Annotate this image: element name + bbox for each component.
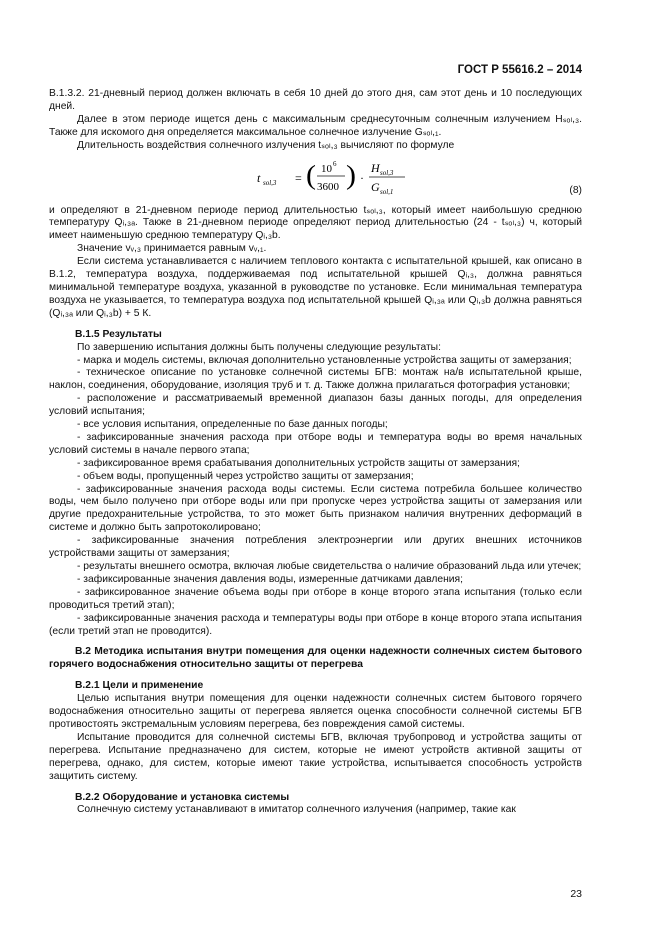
paragraph: Значение vᵥ,₃ принимается равным vᵥ,₁. [77,243,267,255]
paragraph: В.1.3.2. 21-дневный период должен включать в себя 10 дней до этого дня, сам этот день и 10 последующих дней. [49,88,582,112]
list-item: - объем воды, пропущенный через устройство защиты от замерзания; [77,470,414,482]
list-item: - зафиксированные значения расхода и температуры воды при отборе в конце второго этапа испытания (если третий этап не проводится). [49,612,582,637]
paragraph: и определяют в 21-дневном периоде период длительностью tₛₒₗ,₃, который имеет наибольшую среднюю температуру Qᵢ,₃ₐ. Также в 21-дневном периоде определяют период длительностью (24 - tₛₒₗ,₃) ч, который имеет наименьшую среднюю температуру Qᵢ,₃b. [49,204,582,242]
list-item: - марка и модель системы, включая дополнительно установленные устройства защиты от замерзания; [77,354,572,366]
paragraph: Длительность воздействия солнечного излучения tₛₒₗ,₃ вычисляют по формуле [77,139,455,151]
list-item: - зафиксированные значения давления воды, измеренные датчиками давления; [77,573,463,585]
results-list [49,355,582,639]
formula-8 [49,153,582,205]
formula-lhs: t [257,170,261,185]
paragraph: Испытание проводится для солнечной системы БГВ, включая трубопровод и устройства защиты от перегрева. Испытание предназначено для систем, которые не имеют устройств активной защиты от перегрева, однако, для систем, которые имеют такие устройства, испытывается способность устройств защитить систему. [49,731,582,782]
svg-text:=: = [295,170,302,185]
section-heading: В.2 Методика испытания внутри помещения для оценки надежности солнечных систем бытового горячего водоснабжения относительно защиты от перегрева [49,646,582,671]
page-number: 23 [570,888,582,900]
formula-frac-num: H [371,160,380,175]
formula-frac-den: G [371,179,380,194]
section-heading: В.2.2 Оборудование и установка системы [75,791,290,803]
paragraph: Далее в этом периоде ищется день с максимальным среднесуточным солнечным излучением Hₛₒₗ,₃. Также для искомого дня определяется максимальное солнечное излучение Gₛₒₗ,₁. [49,113,582,138]
paragraph: Целью испытания внутри помещения для оценки надежности солнечных систем бытового горячего водоснабжения относительно защиты от перегрева является оценка способности солнечной системы БГВ противостоять экстремальным условиям перегрева, без повреждения самой системы. [49,693,582,730]
list-item: - зафиксированные значения расхода воды системы. Если система потребила большее количество воды, чем было получено при отборе воды или при пропуске через устройства защиты от замерзания или другие предохранительные устройства, то это может быть признаком наличия внутренних деформаций в системе и должно быть запротоколировано; [49,483,582,534]
list-item: - зафиксированные значения потребления электроэнергии или других внешних источников устройствами защиты от замерзания; [49,535,582,560]
paragraph: Если система устанавливается с наличием теплового контакта с испытательной крышей, как описано в В.1.2, температура воздуха, поддерживаемая под испытательной крышей Qᵢ,₃, должна равняться минимальной температуре воздуха, указанной в руководстве по установке. Если минимальная температура воздуха не указывается, то температура воздуха под испытательной крышей Qᵢ,₃ₐ или Qᵢ,₃b должна равняться (Qᵢ,₃ₐ или Qᵢ,₃b) + 5 К. [49,256,582,319]
list-item: - зафиксированное значение объема воды при отборе в конце второго этапа испытания (только если проводиться третий этап); [49,586,582,611]
svg-text:·: · [360,170,364,185]
svg-text:): ) [346,160,356,190]
formula-num-exp: 6 [333,159,337,168]
paragraph: По завершению испытания должны быть получены следующие результаты: [77,341,441,353]
formula-number: (8) [569,184,582,196]
section-heading: В.2.1 Цели и применение [75,680,204,692]
formula-den: 3600 [317,180,339,193]
paragraph: Солнечную систему устанавливают в имитатор солнечного излучения (например, такие как [77,804,516,816]
list-item: - результаты внешнего осмотра, включая любые свидетельства о наличие образований льда или утечек; [77,561,582,572]
list-item: - расположение и рассматриваемый временной диапазон базы данных погоды, для определения условий испытания; [49,393,582,418]
formula-lhs-sub: sol,3 [263,178,277,187]
list-item: - зафиксированное время срабатывания дополнительных устройств защиты от замерзания; [77,457,520,469]
document-body [49,88,582,817]
formula-num: 10 [321,162,332,175]
formula-frac-num-sub: sol,3 [380,168,394,177]
svg-text:(: ( [306,160,316,190]
document-header: ГОСТ Р 55616.2 – 2014 [457,64,582,76]
section-heading: В.1.5 Результаты [75,328,162,340]
list-item: - техническое описание по установке солнечной системы БГВ: монтаж на/в испытательной крыше, наклон, соединения, оборудование, изоляция труб и т. д. Также должна прилагаться фотография установки; [49,367,582,392]
list-item: - зафиксированные значения расхода при отборе воды и температура воды во время начальных условий системы в начале первого этапа; [49,431,582,456]
formula-equation [257,155,457,201]
list-item: - все условия испытания, определенные по базе данных погоды; [77,419,388,431]
formula-frac-den-sub: sol,1 [380,187,394,196]
